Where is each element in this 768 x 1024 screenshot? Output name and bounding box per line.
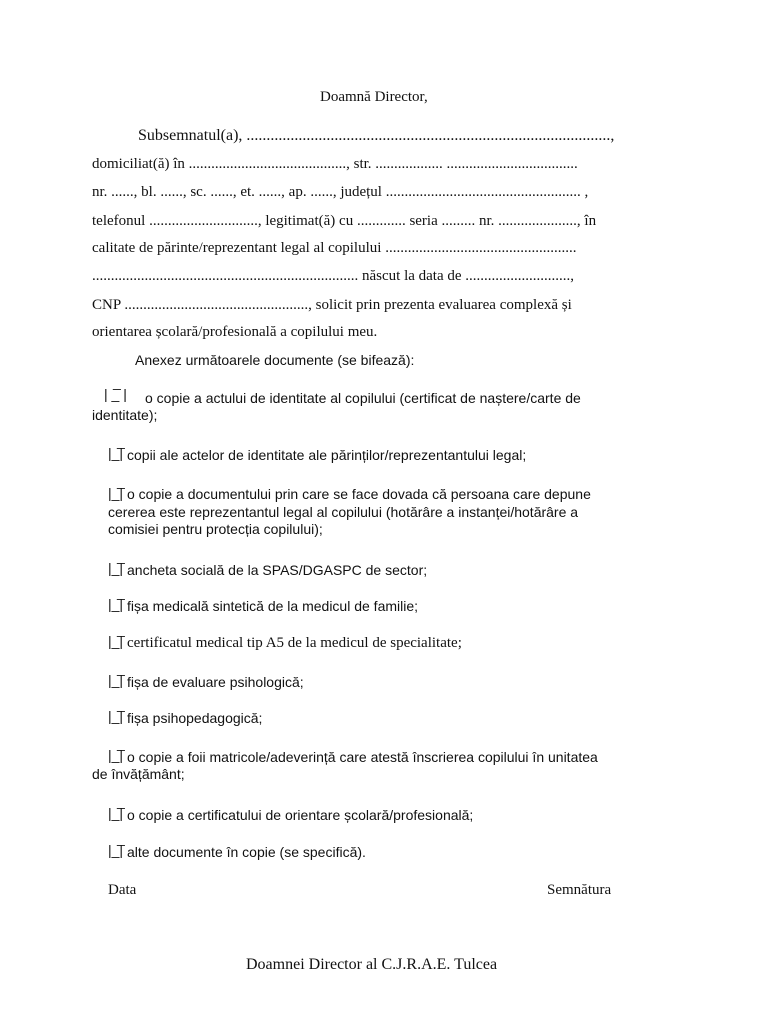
checkbox-item-5[interactable]: _ |_| — [108, 584, 125, 612]
checklist-item-9-cont: de învățământ; — [92, 766, 185, 782]
annex-intro: Anexez următoarele documente (se bifează): — [135, 352, 415, 368]
checklist-item-5-text: fișa medicală sintetică de la medicul de familie; — [127, 598, 419, 614]
checklist-item-10-text: o copie a certificatului de orientare școlară/profesională; — [127, 807, 474, 823]
checklist-item-1-text: o copie a actului de identitate al copilului (certificat de naștere/carte de — [145, 390, 581, 406]
checkbox-item-6[interactable]: _ |_| — [108, 621, 125, 649]
checkbox-item-10[interactable]: _ |_| — [108, 793, 125, 821]
body-line-cnp: CNP ................................................., solicit prin prezenta evaluarea complexă și — [92, 297, 572, 313]
checklist-item-11-text: alte documente în copie (se specifică). — [127, 844, 366, 860]
checklist-item-1-cont: identitate); — [92, 407, 158, 423]
checkbox-item-3[interactable]: _ |_| — [108, 473, 125, 501]
addressee: Doamnei Director al C.J.R.A.E. Tulcea — [246, 956, 498, 973]
checklist-item-9-text: o copie a foii matricole/adeverință care atestă înscrierea copilului în unitatea — [127, 749, 598, 765]
checklist-item-2-text: copii ale actelor de identitate ale părinților/reprezentantului legal; — [127, 447, 527, 463]
checkbox-item-7[interactable]: _ |_| — [108, 660, 125, 688]
date-label: Data — [108, 882, 137, 898]
checkbox-item-8[interactable]: _ |_| — [108, 696, 125, 724]
checklist-item-7-text: fișa de evaluare psihologică; — [127, 674, 304, 690]
body-line-birthdate: ....................................................................... născut la data de ............................, — [92, 268, 575, 284]
checklist-item-3-cont2: comisiei pentru protecția copilului); — [108, 521, 323, 537]
checkbox-item-11[interactable]: _ |_| — [108, 830, 125, 858]
body-line-name: Subsemnatul(a), ..........................................................................................., — [138, 127, 615, 144]
signature-label: Semnătura — [547, 882, 612, 898]
body-line-phone-id: telefonul ............................., legitimat(ă) cu ............. seria ......... nr. ....................., în — [92, 213, 597, 229]
checklist-item-8-text: fișa psihopedagogică; — [127, 710, 263, 726]
checklist-item-4-text: ancheta socială de la SPAS/DGASPC de sector; — [127, 562, 428, 578]
checkbox-item-4[interactable]: _ |_| — [108, 548, 125, 576]
checklist-item-6-text: certificatul medical tip A5 de la medicul de specialitate; — [127, 635, 462, 651]
body-line-address-details: nr. ......, bl. ......, sc. ......, et. ......, ap. ......, județul .................................................... , — [92, 184, 589, 200]
checkbox-item-1[interactable]: _ | _ | — [104, 374, 127, 402]
checklist-item-3-cont: cererea este reprezentantul legal al copilului (hotărâre a instanței/hotărâre a — [108, 504, 579, 520]
body-line-address: domiciliat(ă) în .........................................., str. .................. ................................... — [92, 156, 578, 172]
checklist-item-3-text: o copie a documentului prin care se face dovada că persoana care depune — [127, 486, 591, 502]
salutation: Doamnă Director, — [320, 89, 428, 105]
body-line-parent: calitate de părinte/reprezentant legal al copilului ................................................... — [92, 240, 577, 256]
checkbox-item-9[interactable]: _ |_| — [108, 735, 125, 763]
body-line-orientation: orientarea școlară/profesională a copilului meu. — [92, 324, 378, 340]
checkbox-item-2[interactable]: _ |_| — [108, 433, 125, 461]
